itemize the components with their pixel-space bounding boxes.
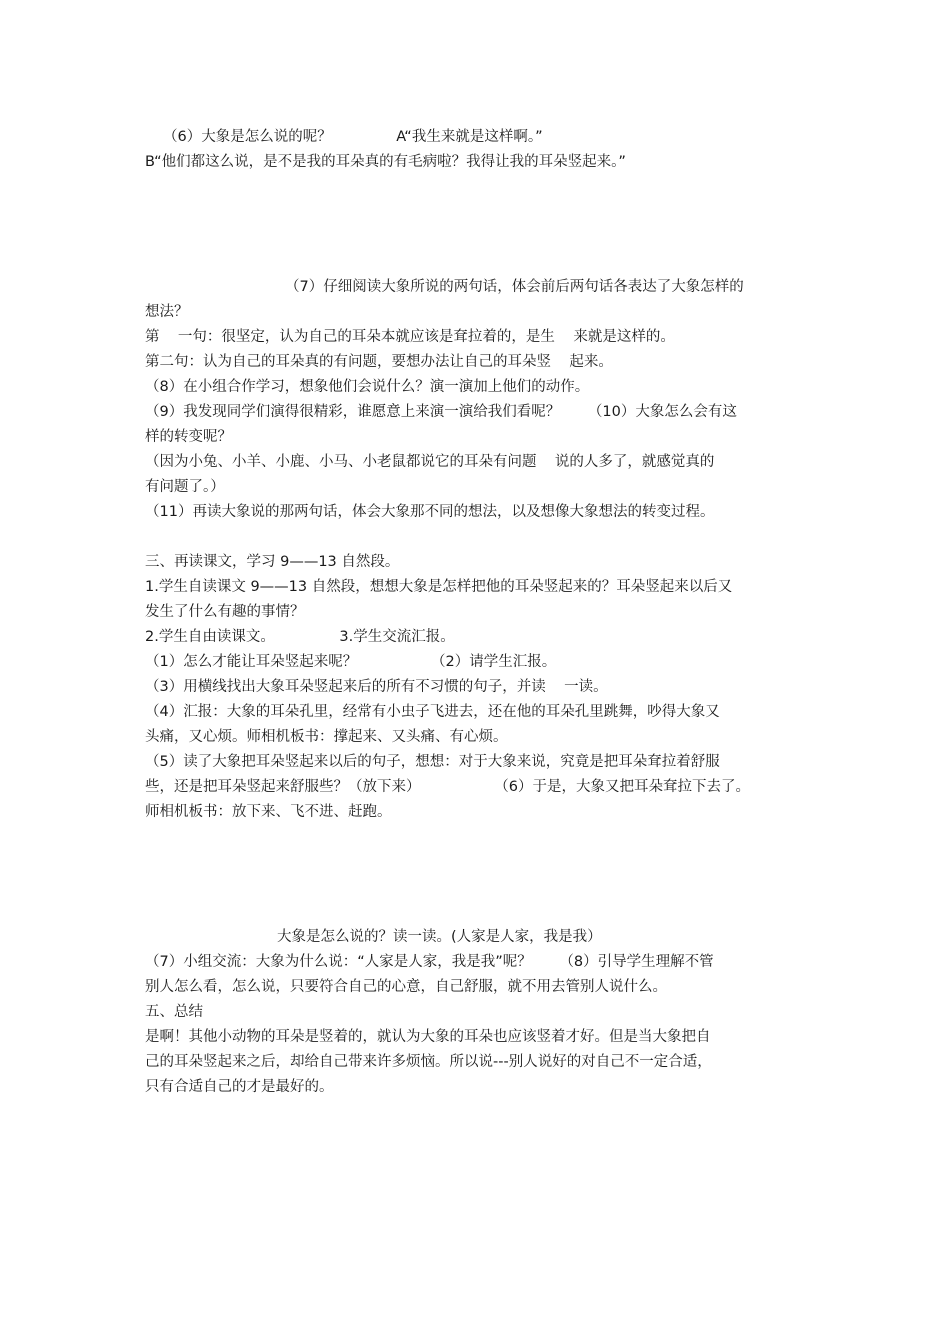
- text-line-summary-1: 是啊！其他小动物的耳朵是竖着的，就认为大象的耳朵也应该竖着才好。但是当大象把自: [145, 1029, 711, 1045]
- section-heading-three: 三、再读课文，学习 9——13 自然段。: [145, 554, 400, 570]
- text-line-sub5-6: 些，还是把耳朵竖起来舒服些？（放下来） （6）于是，大象又把耳朵耷拉下去了。: [145, 779, 750, 795]
- text-line-step1: 1.学生自读课文 9——13 自然段，想想大象是怎样把他的耳朵竖起来的？耳朵竖起来以后又: [145, 579, 733, 595]
- text-line-sub4-cont: 头痛，又心烦。师相机板书：撑起来、又头痛、有心烦。: [145, 729, 508, 745]
- text-line-sub5: （5）读了大象把耳朵竖起来以后的句子，想想：对于大象来说，究竟是把耳朵耷拉着舒服: [145, 754, 720, 770]
- text-line-q10-cont: 样的转变呢？: [145, 429, 232, 445]
- text-line-summary-3: 只有合适自己的才是最好的。: [145, 1079, 334, 1095]
- text-line-sub1-2: （1）怎么才能让耳朵竖起来呢？ （2）请学生汇报。: [145, 654, 557, 670]
- text-line-board: 师相机板书：放下来、飞不进、赶跑。: [145, 804, 392, 820]
- text-line-q6-answer-b: B“他们都这么说，是不是我的耳朵真的有毛病啦？我得让我的耳朵竖起来。”: [145, 154, 626, 170]
- section-heading-five: 五、总结: [145, 1004, 203, 1020]
- text-line-reason-cont: 有问题了。）: [145, 479, 225, 495]
- text-line-q6: （6）大象是怎么说的呢？ A“我生来就是这样啊。”: [163, 129, 543, 145]
- text-line-reason: （因为小兔、小羊、小鹿、小马、小老鼠都说它的耳朵有问题 说的人多了，就感觉真的: [145, 454, 715, 470]
- text-line-second-sentence: 第二句：认为自己的耳朵真的有问题，要想办法让自己的耳朵竖 起来。: [145, 354, 613, 370]
- text-line-group-discuss: （7）小组交流：大象为什么说：“人家是人家，我是我”呢？ （8）引导学生理解不管: [145, 954, 714, 970]
- text-line-q11: （11）再读大象说的那两句话，体会大象那不同的想法，以及想像大象想法的转变过程。: [145, 504, 715, 520]
- text-line-step2-3: 2.学生自由读课文。 3.学生交流汇报。: [145, 629, 455, 645]
- text-line-read-aloud: 大象是怎么说的？读一读。(人家是人家，我是我）: [277, 929, 602, 945]
- text-line-summary-2: 己的耳朵竖起来之后，却给自己带来许多烦恼。所以说---别人说好的对自己不一定合适，: [145, 1054, 712, 1070]
- text-line-q8: （8）在小组合作学习，想象他们会说什么？演一演加上他们的动作。: [145, 379, 590, 395]
- text-line-q7-cont: 想法？: [145, 304, 189, 320]
- text-line-group-discuss-cont: 别人怎么看，怎么说，只要符合自己的心意，自己舒服，就不用去管别人说什么。: [145, 979, 667, 995]
- text-line-first-sentence: 第 一句：很坚定，认为自己的耳朵本就应该是耷拉着的，是生 来就是这样的。: [145, 329, 675, 345]
- text-line-sub3: （3）用横线找出大象耳朵竖起来后的所有不习惯的句子，并读 一读。: [145, 679, 608, 695]
- text-line-q7: （7）仔细阅读大象所说的两句话，体会前后两句话各表达了大象怎样的: [285, 279, 744, 295]
- text-line-step1-cont: 发生了什么有趣的事情？: [145, 604, 305, 620]
- text-line-q9: （9）我发现同学们演得很精彩，谁愿意上来演一演给我们看呢？ （10）大象怎么会有这: [145, 404, 737, 420]
- text-line-sub4: （4）汇报：大象的耳朵孔里，经常有小虫子飞进去，还在他的耳朵孔里跳舞，吵得大象又: [145, 704, 720, 720]
